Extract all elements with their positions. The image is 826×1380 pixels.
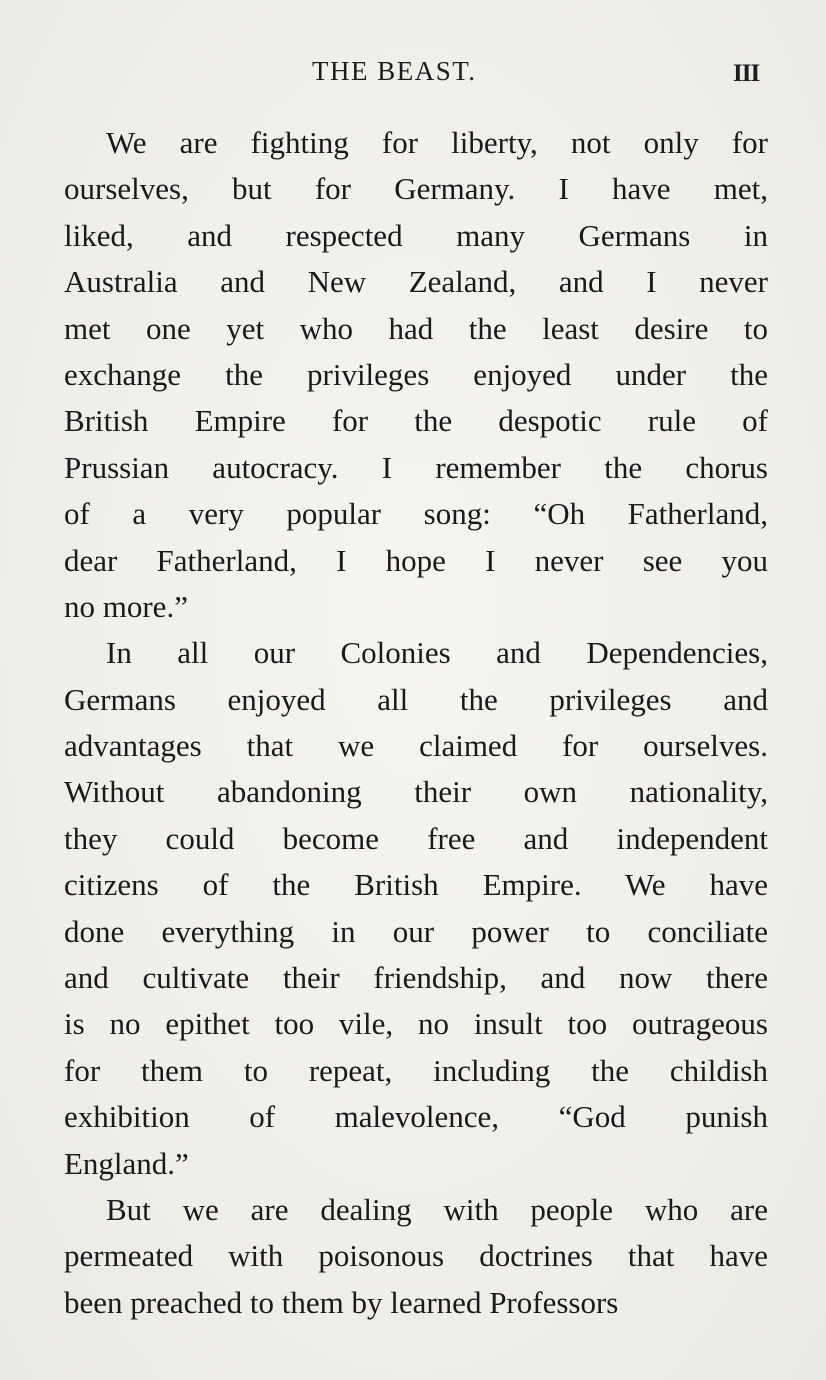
paragraph — [64, 1187, 768, 1326]
text-line: But we are dealing with people who are — [106, 1191, 768, 1227]
text-line: they could become free and independent — [64, 820, 768, 856]
text-line: exchange the privileges enjoyed under the — [64, 356, 768, 392]
running-title: THE BEAST. — [312, 56, 477, 86]
text-line: dear Fatherland, I hope I never see you — [64, 542, 768, 578]
text-line: permeated with poisonous doctrines that have — [64, 1238, 768, 1274]
text-line: liked, and respected many Germans in — [64, 217, 768, 253]
text-line: no more.” — [64, 588, 188, 624]
text-line: In all our Colonies and Dependencies, — [106, 635, 768, 671]
text-line: exhibition of malevolence, “God punish — [64, 1099, 768, 1135]
text-line: advantages that we claimed for ourselves. — [64, 728, 768, 764]
text-line: England.” — [64, 1145, 189, 1181]
text-line: citizens of the British Empire. We have — [64, 867, 768, 903]
text-line: Australia and New Zealand, and I never — [64, 264, 768, 300]
paragraph — [64, 120, 768, 630]
text-line: met one yet who had the least desire to — [64, 310, 768, 346]
text-line: is no epithet too vile, no insult too outrageous — [64, 1006, 768, 1042]
text-line: Without abandoning their own nationality, — [64, 774, 768, 810]
running-head — [0, 56, 826, 96]
text-line: ourselves, but for Germany. I have met, — [64, 171, 768, 207]
text-line: for them to repeat, including the childish — [64, 1052, 768, 1088]
text-line: been preached to them by learned Professors — [64, 1284, 619, 1320]
text-line: We are fighting for liberty, not only for — [106, 125, 768, 160]
text-line: done everything in our power to conciliate — [64, 913, 768, 949]
text-line: Germans enjoyed all the privileges and — [64, 681, 768, 717]
text-line: Prussian autocracy. I remember the chorus — [64, 449, 768, 485]
text-line: British Empire for the despotic rule of — [64, 403, 768, 439]
text-line: of a very popular song: “Oh Fatherland, — [64, 496, 768, 532]
page-number: III — [733, 60, 760, 87]
body-text — [64, 120, 768, 1326]
paragraph — [64, 630, 768, 1187]
text-line: and cultivate their friendship, and now there — [64, 960, 768, 996]
